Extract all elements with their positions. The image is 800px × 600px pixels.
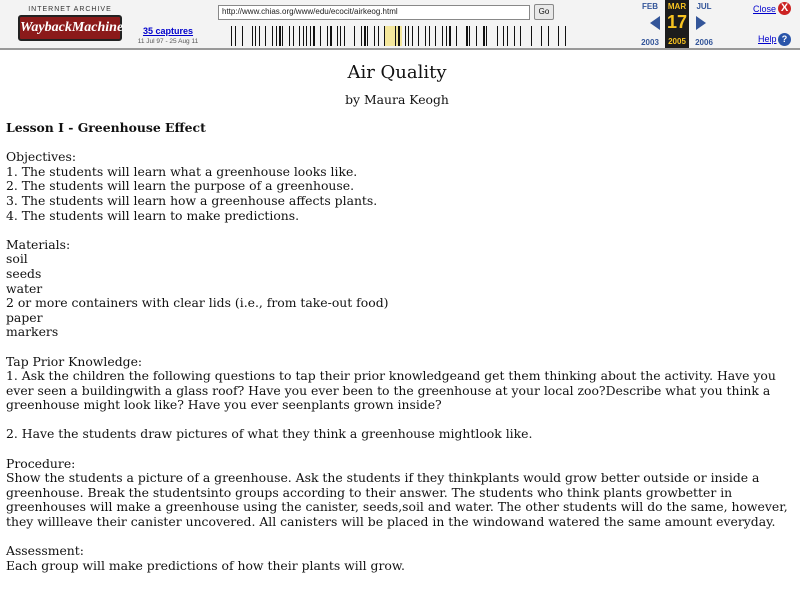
sparkline-tick [293,26,294,46]
lesson-heading: Lesson I - Greenhouse Effect [6,119,206,135]
sparkline-tick [344,26,345,46]
sparkline-tick [565,26,566,46]
capture-sparkline[interactable] [228,26,570,46]
materials-heading: Materials: [6,236,71,252]
sparkline-tick [520,26,521,46]
procedure-section [6,457,794,530]
material-item: 2 or more containers with clear lids (i.e., from take-out food) [6,295,389,311]
materials-section [6,238,794,340]
material-item: paper [6,309,43,325]
current-day: 17 [666,12,688,32]
wayback-logo[interactable] [18,6,122,42]
sparkline-tick [531,26,532,46]
sparkline-tick [503,26,504,46]
prior-knowledge-paragraph-2: 2. Have the students draw pictures of what they think a greenhouse mightlook like. [6,426,533,442]
sparkline-tick [395,26,396,46]
sparkline-tick [449,26,451,46]
sparkline-tick [303,26,304,46]
sparkline-tick [408,26,409,46]
sparkline-tick [320,26,321,46]
sparkline-tick [289,26,290,46]
prior-knowledge-section [6,355,794,413]
sparkline-tick [541,26,542,46]
sparkline-tick [242,26,243,46]
sparkline-tick [418,26,419,46]
current-year: 2005 [668,37,686,46]
sparkline-tick [272,26,273,46]
sparkline-tick [398,26,400,46]
sparkline-tick [378,26,379,46]
sparkline-tick [429,26,430,46]
sparkline-tick [279,26,281,46]
sparkline-tick [231,26,232,46]
assessment-section [6,544,794,573]
sparkline-tick [252,26,253,46]
wayback-logo-main: WaybackMachine [18,15,122,41]
sparkline-tick [507,26,508,46]
sparkline-tick [412,26,413,46]
sparkline-tick [361,26,362,46]
sparkline-tick [442,26,443,46]
prev-month-link[interactable]: FEB [642,2,658,11]
sparkline-tick [367,26,368,46]
page-title: Air Quality [347,62,447,83]
material-item: water [6,280,43,296]
captures-link[interactable]: 35 captures [142,26,194,36]
capture-date-range: 11 Jul 97 - 25 Aug 11 [137,38,199,45]
sparkline-tick [265,26,266,46]
prior-knowledge-heading: Tap Prior Knowledge: [6,353,143,369]
byline: by Maura Keogh [345,92,449,107]
document-body [6,62,794,588]
sparkline-tick [340,26,341,46]
go-button[interactable]: Go [534,4,554,20]
objectives-heading: Objectives: [6,149,77,165]
assessment-text: Each group will make predictions of how their plants will grow. [6,557,405,573]
objective-item: 2. The students will learn the purpose of a greenhouse. [6,178,355,194]
sparkline-tick [476,26,477,46]
sparkline-tick [313,26,315,46]
sparkline-tick [483,26,485,46]
sparkline-tick [354,26,355,46]
sparkline-tick [299,26,300,46]
sparkline-tick [337,26,338,46]
sparkline-tick [327,26,328,46]
sparkline-tick [276,26,277,46]
material-item: soil [6,251,28,267]
objective-item: 1. The students will learn what a greenhouse looks like. [6,163,358,179]
wayback-logo-top: INTERNET ARCHIVE [28,6,112,13]
procedure-heading: Procedure: [6,455,76,471]
sparkline-tick [310,26,311,46]
sparkline-tick [486,26,487,46]
sparkline-tick [255,26,256,46]
prior-knowledge-paragraph-1: 1. Ask the children the following questions to tap their prior knowledgeand get them thinking about the activity. Have you ever seen a buildingwith a glass roof? Have you ever been to the greenhouse at your local zoo?Describe what you think a greenhouse might look like? Have you ever seenplants grown inside? [6,368,776,413]
sparkline-tick [235,26,236,46]
sparkline-tick [425,26,426,46]
sparkline-tick [374,26,375,46]
wayback-toolbar [0,0,800,50]
material-item: seeds [6,265,42,281]
sparkline-tick [259,26,260,46]
sparkline-tick [405,26,406,46]
prev-year-link[interactable]: 2003 [641,38,659,47]
url-input[interactable]: http://www.chias.org/www/edu/ecocit/airkeog.html [218,5,530,20]
sparkline-tick [446,26,447,46]
assessment-heading: Assessment: [6,543,84,559]
objective-item: 3. The students will learn how a greenhouse affects plants. [6,192,378,208]
objectives-section [6,150,794,223]
sparkline-tick [514,26,515,46]
sparkline-tick [364,26,366,46]
next-capture-arrow-icon[interactable] [696,16,706,30]
help-icon[interactable]: ? [778,33,791,46]
sparkline-tick [384,26,385,46]
current-month: MAR [667,2,687,11]
sparkline-tick [558,26,559,46]
sparkline-tick [456,26,457,46]
sparkline-tick [497,26,498,46]
next-year-link[interactable]: 2006 [695,38,713,47]
help-link[interactable]: Help [758,34,777,44]
next-month-link[interactable]: JUL [696,2,712,11]
prior-knowledge-step-2 [6,427,794,442]
sparkline-tick [435,26,436,46]
sparkline-tick [282,26,283,46]
material-item: markers [6,324,59,340]
close-icon[interactable]: X [778,2,791,15]
objective-item: 4. The students will learn to make predictions. [6,207,300,223]
procedure-text: Show the students a picture of a greenhouse. Ask the students if they thinkplants would grow better outside or inside a greenhouse. Break the studentsinto groups according to their answer. The students who think plants growbetter in greenhouses will make a greenhouse using the canister, seeds,soil and water. The other students will do the same, however, they willleave their canister uncovered. All canisters will be placed in the windowand watered the same amount everyday. [6,470,788,530]
sparkline-tick [306,26,307,46]
sparkline-tick [548,26,549,46]
close-link[interactable]: Close [753,4,777,14]
sparkline-tick [469,26,470,46]
sparkline-tick [466,26,468,46]
sparkline-tick [330,26,332,46]
prev-capture-arrow-icon[interactable] [650,16,660,30]
